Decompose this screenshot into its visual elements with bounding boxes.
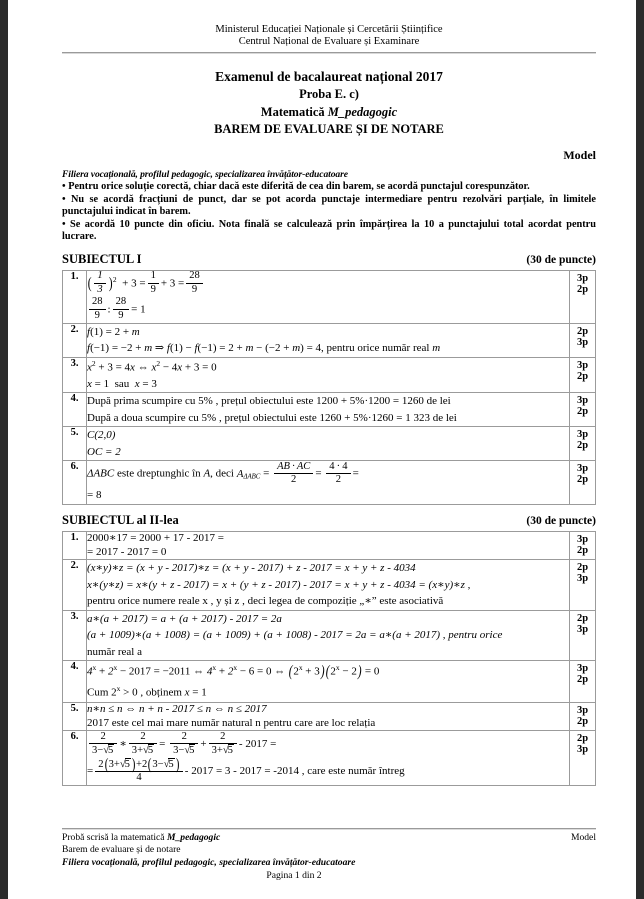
points-value: 3p <box>576 573 589 585</box>
document-page <box>8 0 636 899</box>
subject-1-heading-row <box>62 252 596 267</box>
instruction-bullet-2: • Nu se acordă fracțiuni de punct, dar se pot acorda punctaje intermediare pentru rezolvări parțiale, în limitele punctajului indicat în barem. <box>62 194 596 219</box>
solution-text: este dreptunghic în <box>114 467 204 480</box>
solution-line: x∗(y∗z) = x∗(y + z - 2017) = x + (y + z - 2017) - 2017 = x + y + z - 4034 = (x∗y)∗z , <box>87 578 471 591</box>
row-points <box>570 393 596 427</box>
table-row <box>63 610 596 661</box>
subject-code: M_pedagogic <box>327 104 398 119</box>
footer-top-row <box>62 832 596 869</box>
page-footer <box>62 828 596 881</box>
footer-model-label: Model <box>570 831 596 843</box>
solution-line: număr real a <box>87 645 142 658</box>
solution-line: C(2,0) <box>87 429 116 442</box>
row-number: 4. <box>63 393 87 427</box>
table-row <box>63 357 596 393</box>
points-value: 2p <box>576 474 589 486</box>
points-value: 3p <box>576 744 589 756</box>
ministry-line-2: Centrul Național de Evaluare și Examinare <box>238 36 420 48</box>
points-value: 3p <box>576 429 589 441</box>
table-row <box>63 270 596 323</box>
solution-line: După a doua scumpire cu 5% , prețul obiectului este 1260 + 5%·1260 = 1 323 de lei <box>87 411 457 424</box>
solution-line: n∗n ≤ n ⇔ n + n - 2017 ≤ n ⇔ n ≤ 2017 <box>87 702 267 715</box>
solution-line: x = 1 sau x = 3 <box>87 377 157 390</box>
solution-var: m <box>432 342 441 355</box>
points-value: 3p <box>576 359 589 371</box>
row-number: 2. <box>63 323 87 357</box>
row-solution <box>87 610 570 661</box>
solution-var: A <box>203 467 211 480</box>
solution-text: , deci <box>210 467 237 480</box>
subject-1-table <box>62 270 596 505</box>
points-value: 3p <box>576 704 589 716</box>
row-solution <box>87 427 570 461</box>
points-value: 2p <box>576 370 589 382</box>
ministry-header <box>62 24 596 49</box>
subject-line <box>62 104 596 122</box>
proba-label: Proba E. c) <box>299 86 359 101</box>
row-solution <box>87 731 570 786</box>
points-value: 3p <box>576 463 589 475</box>
row-points <box>570 661 596 703</box>
solution-line: $\frac{28}{9}$ : $\frac{28}{9}$ = 1 <box>87 297 569 323</box>
table-row <box>63 323 596 357</box>
solution-line: Cum $2^x > 0$ , obținem x = 1 <box>87 683 207 699</box>
solution-line: = 8 <box>87 489 102 502</box>
table-row <box>63 427 596 461</box>
row-points <box>570 702 596 731</box>
footer-line-3: Filiera vocațională, profilul pedagogic, specializarea învățător-educatoare <box>62 856 356 868</box>
table-row <box>63 461 596 504</box>
points-value: 3p <box>576 272 589 284</box>
row-number: 1. <box>63 270 87 323</box>
row-points <box>570 610 596 661</box>
row-solution <box>87 461 570 504</box>
points-value: 2p <box>576 544 589 556</box>
row-points <box>570 731 596 786</box>
row-points <box>570 270 596 323</box>
row-number: 4. <box>63 661 87 703</box>
subject-2-points: (30 de puncte) <box>526 514 596 527</box>
points-value: 3p <box>576 663 589 675</box>
solution-text: , pentru orice număr real <box>321 342 433 355</box>
row-points <box>570 427 596 461</box>
points-value: 3p <box>576 623 589 635</box>
points-value: 2p <box>576 283 589 295</box>
row-number: 1. <box>63 531 87 560</box>
points-value: 3p <box>576 336 589 348</box>
subject-1-heading: SUBIECTUL I <box>62 251 142 266</box>
ministry-line-1: Ministerul Educației Naționale și Cercetării Științifice <box>215 24 443 35</box>
footer-line-1-prefix: Probă scrisă la matematică <box>62 831 167 843</box>
footer-line-1 <box>62 832 355 844</box>
solution-line: ΔABC este dreptunghic în A, deci $A_{\Delta ABC}$ = $\frac{AB \cdot AC}{2}$ = $\frac{4 \cdot 4}{2}$ = <box>87 460 359 486</box>
row-number: 6. <box>63 731 87 786</box>
table-row <box>63 731 596 786</box>
row-solution <box>87 357 570 393</box>
subject-prefix: Matematică <box>260 104 328 119</box>
solution-line: 2000∗17 = 2000 + 17 - 2017 = <box>87 531 225 544</box>
points-value: 2p <box>576 325 589 337</box>
filiera-line: Filiera vocațională, profilul pedagogic, specializarea învățător-educatoare <box>62 169 348 181</box>
points-value: 2p <box>576 562 589 574</box>
points-value: 2p <box>576 733 589 745</box>
table-row <box>63 531 596 560</box>
instruction-bullet-3: • Se acordă 10 puncte din oficiu. Nota finală se calculează prin împărțirea la 10 a punctajului total acordat pentru lucrare. <box>62 219 596 244</box>
page-number: Pagina 1 din 2 <box>266 870 322 881</box>
solution-text: - 2017 = <box>238 738 277 751</box>
solution-line: a∗(a + 2017) = a + (a + 2017) - 2017 = 2a <box>87 612 282 625</box>
solution-line: (x∗y)∗z = (x + y - 2017)∗z = (x + y - 2017) + z - 2017 = x + y + z - 4034 <box>87 562 416 575</box>
row-solution <box>87 560 570 611</box>
row-solution <box>87 531 570 560</box>
row-number: 5. <box>63 427 87 461</box>
row-solution <box>87 702 570 731</box>
instruction-bullet-1: • Pentru orice soluție corectă, chiar dacă este diferită de cea din barem, se acordă punctajul corespunzător. <box>62 181 596 194</box>
row-points <box>570 531 596 560</box>
points-value: 3p <box>576 533 589 545</box>
scoring-instructions <box>62 181 596 244</box>
points-value: 2p <box>576 440 589 452</box>
row-solution <box>87 661 570 703</box>
row-number: 5. <box>63 702 87 731</box>
title-block <box>62 67 596 139</box>
footer-left <box>62 832 355 869</box>
solution-line: OC = 2 <box>87 445 121 458</box>
row-number: 6. <box>63 461 87 504</box>
solution-line: 2017 este cel mai mare număr natural n pentru care are loc relația <box>87 716 376 729</box>
points-value: 3p <box>576 395 589 407</box>
table-row <box>63 661 596 703</box>
row-solution <box>87 323 570 357</box>
solution-line: f(1) = 2 + m <box>87 325 140 338</box>
row-points <box>570 357 596 393</box>
solution-line: $\frac{2}{3-√5}$ ∗ $\frac{2}{3+√5}$ = $\frac{2}{3-√5}$ + $\frac{2}{3+√5}$ - 2017 = <box>87 731 569 758</box>
barem-title: BAREM DE EVALUARE ȘI DE NOTARE <box>214 122 444 137</box>
triangle-label: ΔABC <box>87 467 115 480</box>
footer-divider <box>62 828 596 830</box>
row-points <box>570 461 596 504</box>
solution-line: = $\frac{2(3+√5 )+2(3-√5 )}{4}$ - 2017 = 3 - 2017 = -2014 , care este număr întreg <box>87 755 405 784</box>
solution-line: $x^2 + 3 = 4x$ ⇔ $x^2 - 4x + 3 = 0$ <box>87 358 217 374</box>
row-solution <box>87 393 570 427</box>
row-solution <box>87 270 570 323</box>
table-row <box>63 393 596 427</box>
row-number: 3. <box>63 357 87 393</box>
header-divider <box>62 52 596 54</box>
points-value: 2p <box>576 612 589 624</box>
row-points <box>570 560 596 611</box>
solution-line: După prima scumpire cu 5% , prețul obiectului este 1200 + 5%·1200 = 1260 de lei <box>87 395 451 408</box>
subject-1-points: (30 de puncte) <box>526 253 596 266</box>
solution-line: $4^x + 2^x - 2017 = -2011$ ⇔ $4^x + 2^x - 6 = 0$ ⇔ $(2^x + 3)(2^x - 2) = 0$ <box>87 663 380 681</box>
row-number: 2. <box>63 560 87 611</box>
solution-line: ( $\frac{1}{3}$ )$^2$ + 3 = $\frac{1}{9}$ + 3 = $\frac{28}{9}$ <box>87 271 569 297</box>
points-value: 2p <box>576 674 589 686</box>
solution-line: pentru orice numere reale x , y și z , deci legea de compoziție „∗” este asociativă <box>87 595 444 608</box>
footer-subject-code: M_pedagogic <box>166 831 221 843</box>
exam-title: Examenul de bacalaureat național 2017 <box>215 68 443 84</box>
solution-line: = 2017 - 2017 = 0 <box>87 545 167 558</box>
subject-2-heading: SUBIECTUL al II-lea <box>62 512 179 527</box>
row-number: 3. <box>63 610 87 661</box>
solution-text: - 2017 = 3 - 2017 = -2014 , care este număr întreg <box>184 765 405 778</box>
solution-line: f(−1) = −2 + m ⇒ f(1) − f(−1) = 2 + m − (−2 + m) = 4, pentru orice număr real m <box>87 342 441 355</box>
footer-line-2: Barem de evaluare și de notare <box>62 844 181 856</box>
points-value: 2p <box>576 715 589 727</box>
subject-2-heading-row <box>62 513 596 528</box>
table-row <box>63 702 596 731</box>
points-value: 2p <box>576 406 589 418</box>
solution-line: (a + 1009)∗(a + 1008) = (a + 1009) + (a + 1008) - 2017 = 2a = a∗(a + 2017) , pentru orice <box>87 629 503 642</box>
table-row <box>63 560 596 611</box>
subject-2-table <box>62 531 596 787</box>
row-points <box>570 323 596 357</box>
model-label-top: Model <box>563 148 596 163</box>
